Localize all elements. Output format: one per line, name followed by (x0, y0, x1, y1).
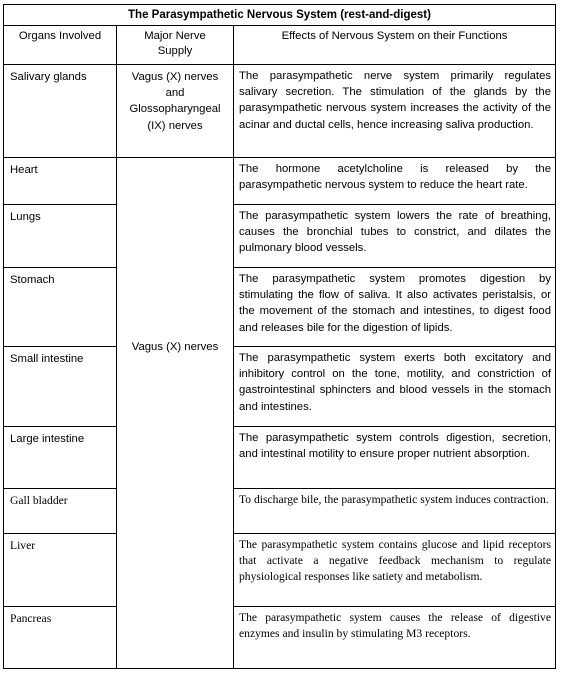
rule (4, 426, 116, 427)
effect-cell: To discharge bile, the parasympathetic system induces contraction. (239, 493, 549, 506)
rule (234, 488, 555, 489)
organ-cell: Salivary glands (10, 71, 87, 83)
effect-cell: The parasympathetic system controls digestion, secretion, and intestinal motility to ensure proper nutrient absorption. (239, 432, 551, 461)
organ-cell: Pancreas (10, 612, 52, 625)
organ-cell: Heart (10, 164, 38, 176)
header-organs: Organs Involved (18, 30, 102, 42)
rule (4, 606, 116, 607)
rule (234, 533, 555, 534)
parasympathetic-table (3, 4, 556, 669)
organ-cell: Liver (10, 539, 36, 552)
effect-cell: The parasympathetic system promotes digestion by stimulating the flow of saliva. It also activates peristalsis, or the movement of the stomach and intestines, to digest food and releases bile for the digestion of lipids. (239, 273, 551, 334)
organ-cell: Stomach (10, 274, 55, 286)
effect-cell: The hormone acetylcholine is released by the parasympathetic nervous system to reduce the heart rate. (239, 163, 551, 192)
rule (234, 346, 555, 347)
rule (234, 204, 555, 205)
effect-cell: The parasympathetic nerve system primarily regulates salivary secretion. The stimulation of the glands by the parasympathetic nervous system increases the activity of the acinar and ductal cells, hence increasing saliva production. (239, 70, 551, 131)
organ-cell: Lungs (10, 211, 41, 223)
effect-cell: The parasympathetic system lowers the rate of breathing, causes the bronchial tubes to constrict, and dilates the pulmonary blood vessels. (239, 210, 551, 255)
rule (4, 346, 116, 347)
effect-cell: The parasympathetic system causes the release of digestive enzymes and insulin by stimulating M3 receptors. (239, 611, 551, 641)
rule (234, 267, 555, 268)
rule (234, 606, 555, 607)
organ-cell: Gall bladder (10, 494, 68, 507)
rule (4, 488, 116, 489)
rule (234, 426, 555, 427)
rule (4, 267, 116, 268)
nerve-cell: Vagus (X) nerves and Glossopharyngeal (IX) nerves (129, 71, 221, 132)
rule (4, 533, 116, 534)
effect-cell: The parasympathetic system contains glucose and lipid receptors that activate a negative feedback mechanism to regulate physiological responses like satiety and metabolism. (239, 538, 551, 584)
organ-cell: Large intestine (10, 433, 85, 445)
header-effects: Effects of Nervous System on their Functions (281, 30, 508, 42)
organ-cell: Small intestine (10, 353, 84, 365)
merged-nerve-cell: Vagus (X) nerves (131, 341, 219, 353)
rule (233, 25, 234, 668)
header-nerve: Major Nerve Supply (144, 30, 206, 57)
table-title: The Parasympathetic Nervous System (rest-and-digest) (128, 9, 431, 21)
rule (4, 204, 116, 205)
effect-cell: The parasympathetic system exerts both excitatory and inhibitory control on the tone, motility, and constriction of gastrointestinal sphincters and blood vessels in the stomach and intestines. (239, 352, 551, 413)
rule (4, 157, 555, 158)
